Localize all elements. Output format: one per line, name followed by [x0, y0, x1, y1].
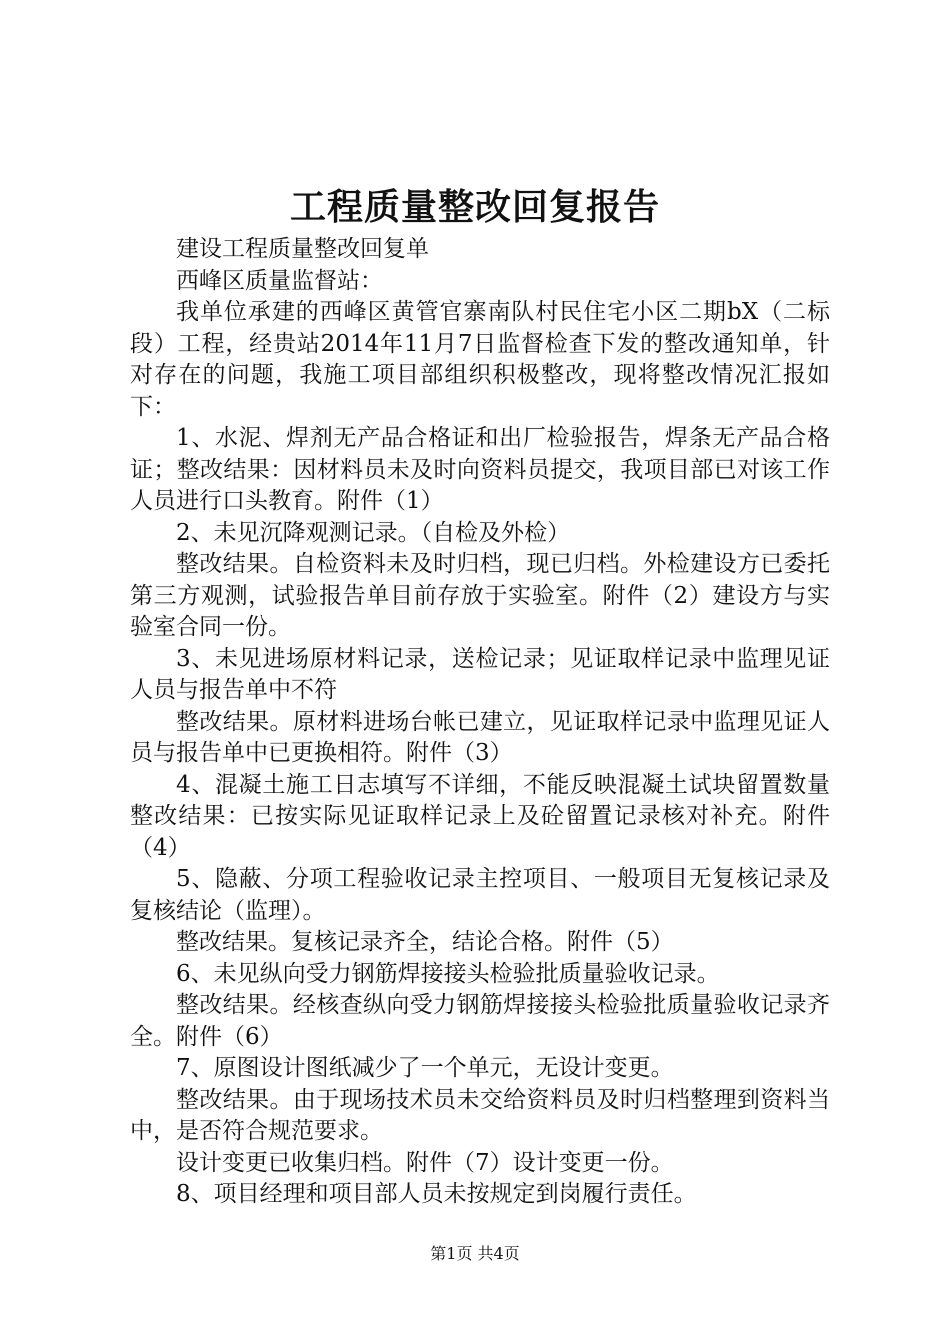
- paragraph: 整改结果。经核查纵向受力钢筋焊接接头检验批质量验收记录齐全。附件（6）: [130, 992, 830, 1050]
- paragraph: 整改结果。复核记录齐全，结论合格。附件（5）: [176, 929, 674, 955]
- paragraph: 3、未见进场原材料记录，送检记录；见证取样记录中监理见证人员与报告单中不符: [130, 645, 830, 703]
- paragraph: 整改结果。原材料进场台帐已建立，见证取样记录中监理见证人员与报告单中已更换相符。附件（3）: [130, 708, 830, 766]
- paragraph: 整改结果。由于现场技术员未交给资料员及时归档整理到资料当中，是否符合规范要求。: [130, 1086, 830, 1144]
- paragraph: 5、隐蔽、分项工程验收记录主控项目、一般项目无复核记录及复核结论（监理）。: [130, 866, 830, 924]
- paragraph: 1、水泥、焊剂无产品合格证和出厂检验报告，焊条无产品合格证；整改结果：因材料员未及时向资料员提交，我项目部已对该工作人员进行口头教育。附件（1）: [130, 425, 830, 514]
- paragraph: 我单位承建的西峰区黄管官寨南队村民住宅小区二期bX（二标段）工程，经贵站2014年11月7日监督检查下发的整改通知单，针对存在的问题，我施工项目部组织积极整改，现将整改情况汇报如下：: [130, 299, 830, 420]
- paragraph: 整改结果。自检资料未及时归档，现已归档。外检建设方已委托第三方观测，试验报告单目前存放于实验室。附件（2）建设方与实验室合同一份。: [130, 551, 830, 640]
- paragraph: 6、未见纵向受力钢筋焊接接头检验批质量验收记录。: [176, 960, 720, 987]
- paragraph: 2、未见沉降观测记录。（自检及外检）: [176, 519, 571, 546]
- page-number-footer: 第1页 共4页: [430, 1244, 520, 1263]
- paragraph: 7、原图设计图纸减少了一个单元，无设计变更。: [176, 1055, 674, 1081]
- document-body: [130, 234, 830, 1211]
- document-title: 工程质量整改回复报告: [289, 186, 660, 228]
- paragraph: 8、项目经理和项目部人员未按规定到岗履行责任。: [176, 1181, 697, 1207]
- paragraph: 设计变更已收集归档。附件（7）设计变更一份。: [176, 1149, 674, 1176]
- paragraph: 西峰区质量监督站：: [176, 267, 383, 294]
- paragraph: 建设工程质量整改回复单: [176, 236, 429, 262]
- paragraph: 4、混凝土施工日志填写不详细，不能反映混凝土试块留置数量整改结果：已按实际见证取样记录上及砼留置记录核对补充。附件（4）: [130, 771, 830, 861]
